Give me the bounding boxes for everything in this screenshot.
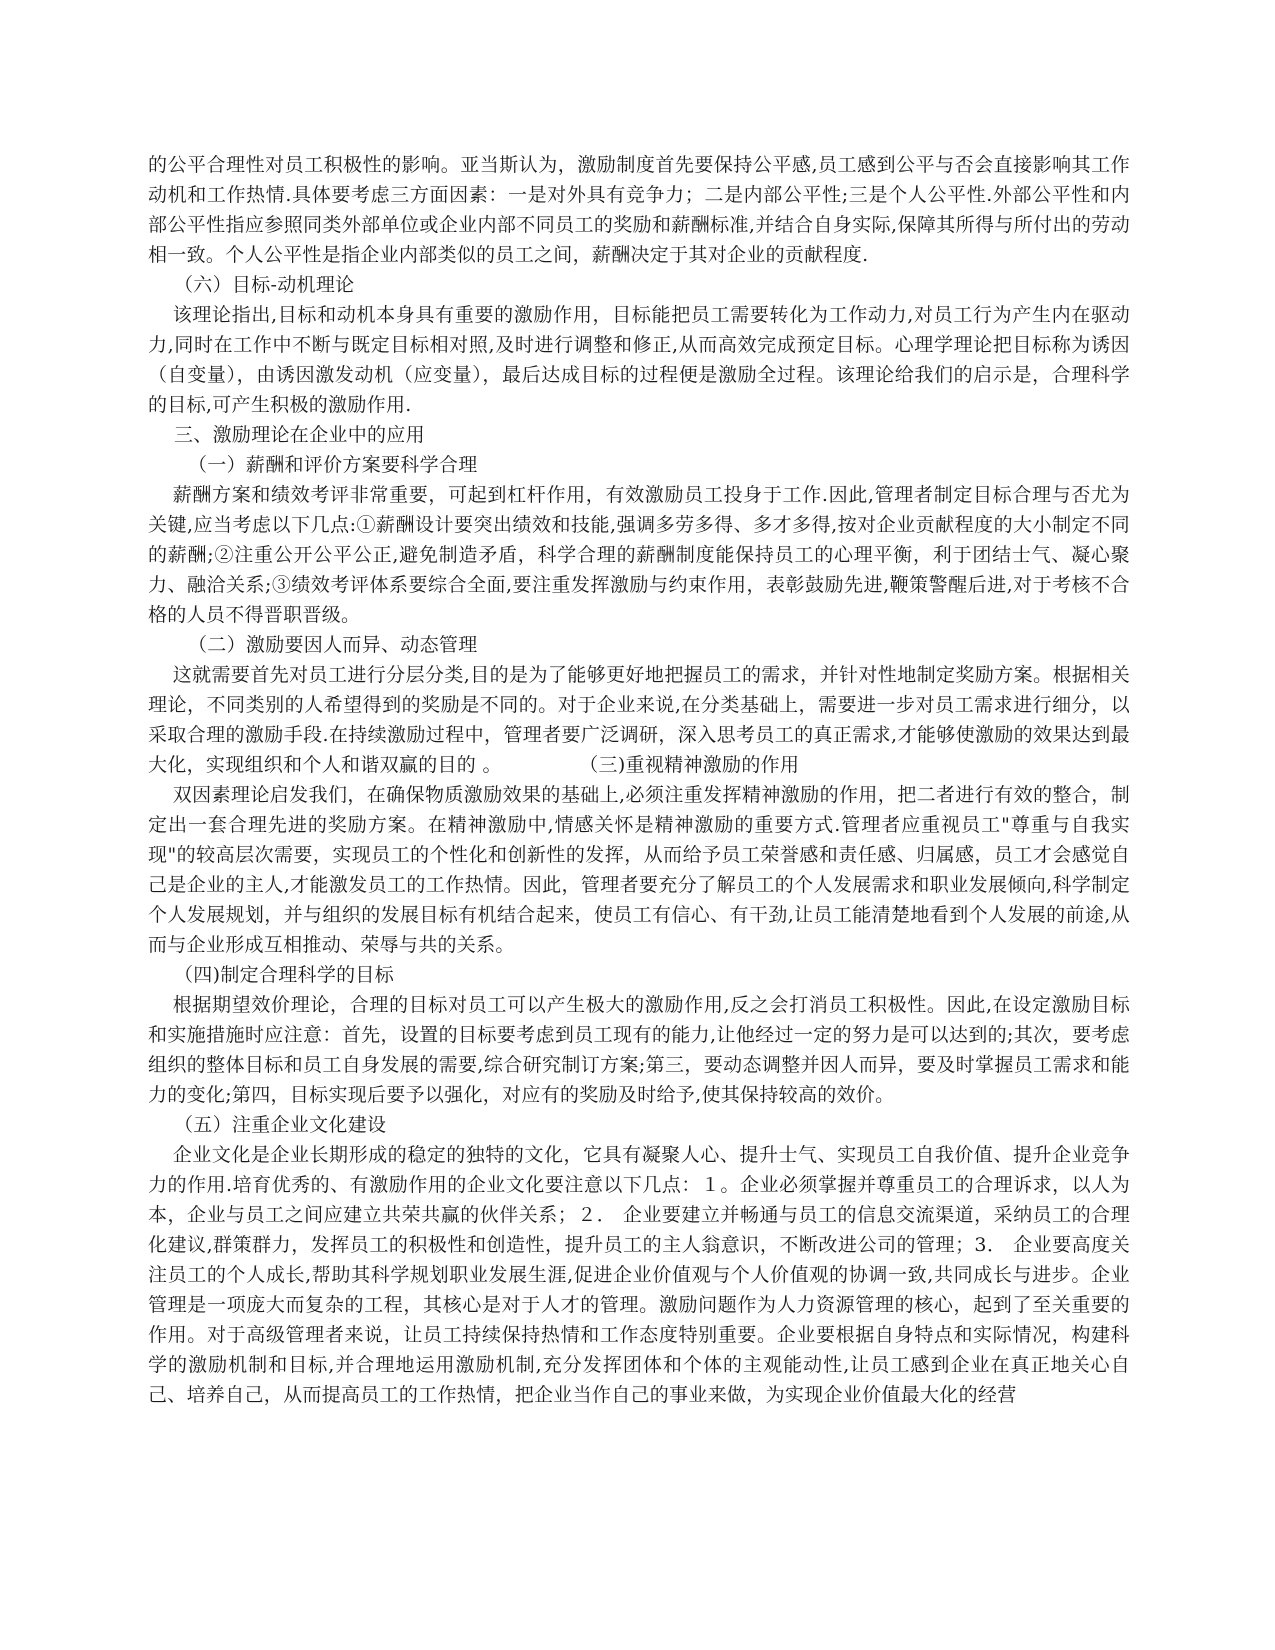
paragraph-scientific-goals: 根据期望效价理论，合理的目标对员工可以产生极大的激励作用,反之会打消员工积极性。因此,在设定激励目标和实施措施时应注意：首先，设置的目标要考虑到员工现有的能力,让他经过一定的努力是可以达到的;其次，要考虑组织的整体目标和员工自身发展的需要,综合研究制订方案;第三，要动态调整并因人而异，要及时掌握员工需求和能力的变化;第四，目标实现后要予以强化，对应有的奖励及时给予,使其保持较高的效价。	[148, 994, 1130, 1106]
paragraph-dynamic-management: 这就需要首先对员工进行分层分类,目的是为了能够更好地把握员工的需求，并针对性地制定奖励方案。根据相关理论，不同类别的人希望得到的奖励是不同的。对于企业来说,在分类基础上，需要进一步对员工需求进行细分，以采取合理的激励手段.在持续激励过程中，管理者要广泛调研，深入思考员工的真正需求,才能够使激励的效果达到最大化，实现组织和个人和谐双赢的目的 。 （三)重视精神激励的作用	[148, 664, 1130, 776]
subheading-salary-evaluation: （一）薪酬和评价方案要科学合理	[188, 454, 478, 476]
heading-section-three: 三、激励理论在企业中的应用	[174, 424, 425, 446]
paragraph-corporate-culture: 企业文化是企业长期形成的稳定的独特的文化，它具有凝聚人心、提升士气、实现员工自我价值、提升企业竞争力的作用.培育优秀的、有激励作用的企业文化要注意以下几点：１。企业必须掌握并尊重员工的合理诉求，以人为本，企业与员工之间应建立共荣共赢的伙伴关系；２． 企业要建立并畅通与员工的信息交流渠道，采纳员工的合理化建议,群策群力，发挥员工的积极性和创造性，提升员工的主人翁意识，不断改进公司的管理；3． 企业要高度关注员工的个人成长,帮助其科学规划职业发展生涯,促进企业价值观与个人价值观的协调一致,共同成长与进步。企业管理是一项庞大而复杂的工程，其核心是对于人才的管理。激励问题作为人力资源管理的核心，起到了至关重要的作用。对于高级管理者来说，让员工持续保持热情和工作态度特别重要。企业要根据自身特点和实际情况，构建科学的激励机制和目标,并合理地运用激励机制,充分发挥团体和个体的主观能动性,让员工感到企业在真正地关心自己、培养自己，从而提高员工的工作热情，把企业当作自己的事业来做，为实现企业价值最大化的经营	[148, 1144, 1130, 1406]
subheading-goal-motivation-theory: （六）目标-动机理论	[174, 274, 355, 296]
document-page	[148, 150, 1130, 1570]
subheading-dynamic-management: （二）激励要因人而异、动态管理	[188, 634, 478, 656]
paragraph-salary-evaluation: 薪酬方案和绩效考评非常重要，可起到杠杆作用，有效激励员工投身于工作.因此,管理者制定目标合理与否尤为关键,应当考虑以下几点:①薪酬设计要突出绩效和技能,强调多劳多得、多才多得,按对企业贡献程度的大小制定不同的薪酬;②注重公开公平公正,避免制造矛盾，科学合理的薪酬制度能保持员工的心理平衡，利于团结士气、凝心聚力、融洽关系;③绩效考评体系要综合全面,要注重发挥激励与约束作用，表彰鼓励先进,鞭策警醒后进,对于考核不合格的人员不得晋职晋级。	[148, 484, 1130, 626]
subheading-corporate-culture: （五）注重企业文化建设	[174, 1114, 387, 1136]
subheading-scientific-goals: （四)制定合理科学的目标	[174, 964, 395, 986]
paragraph-spiritual-incentive: 双因素理论启发我们，在确保物质激励效果的基础上,必须注重发挥精神激励的作用，把二者进行有效的整合，制定出一套合理先进的奖励方案。在精神激励中,情感关怀是精神激励的重要方式.管理者应重视员工"尊重与自我实现"的较高层次需要，实现员工的个性化和创新性的发挥，从而给予员工荣誉感和责任感、归属感，员工才会感觉自己是企业的主人,才能激发员工的工作热情。因此，管理者要充分了解员工的个人发展需求和职业发展倾向,科学制定个人发展规划，并与组织的发展目标有机结合起来，使员工有信心、有干劲,让员工能清楚地看到个人发展的前途,从而与企业形成互相推动、荣辱与共的关系。	[148, 784, 1130, 956]
paragraph-equity-conclusion: 的公平合理性对员工积极性的影响。亚当斯认为，激励制度首先要保持公平感,员工感到公平与否会直接影响其工作动机和工作热情.具体要考虑三方面因素：一是对外具有竞争力；二是内部公平性;三是个人公平性.外部公平性和内部公平性指应参照同类外部单位或企业内部不同员工的奖励和薪酬标准,并结合自身实际,保障其所得与所付出的劳动相一致。个人公平性是指企业内部类似的员工之间，薪酬决定于其对企业的贡献程度.	[148, 154, 1130, 266]
paragraph-goal-motivation: 该理论指出,目标和动机本身具有重要的激励作用，目标能把员工需要转化为工作动力,对员工行为产生内在驱动力,同时在工作中不断与既定目标相对照,及时进行调整和修正,从而高效完成预定目标。心理学理论把目标称为诱因（自变量），由诱因激发动机（应变量），最后达成目标的过程便是激励全过程。该理论给我们的启示是，合理科学的目标,可产生积极的激励作用.	[148, 304, 1130, 416]
